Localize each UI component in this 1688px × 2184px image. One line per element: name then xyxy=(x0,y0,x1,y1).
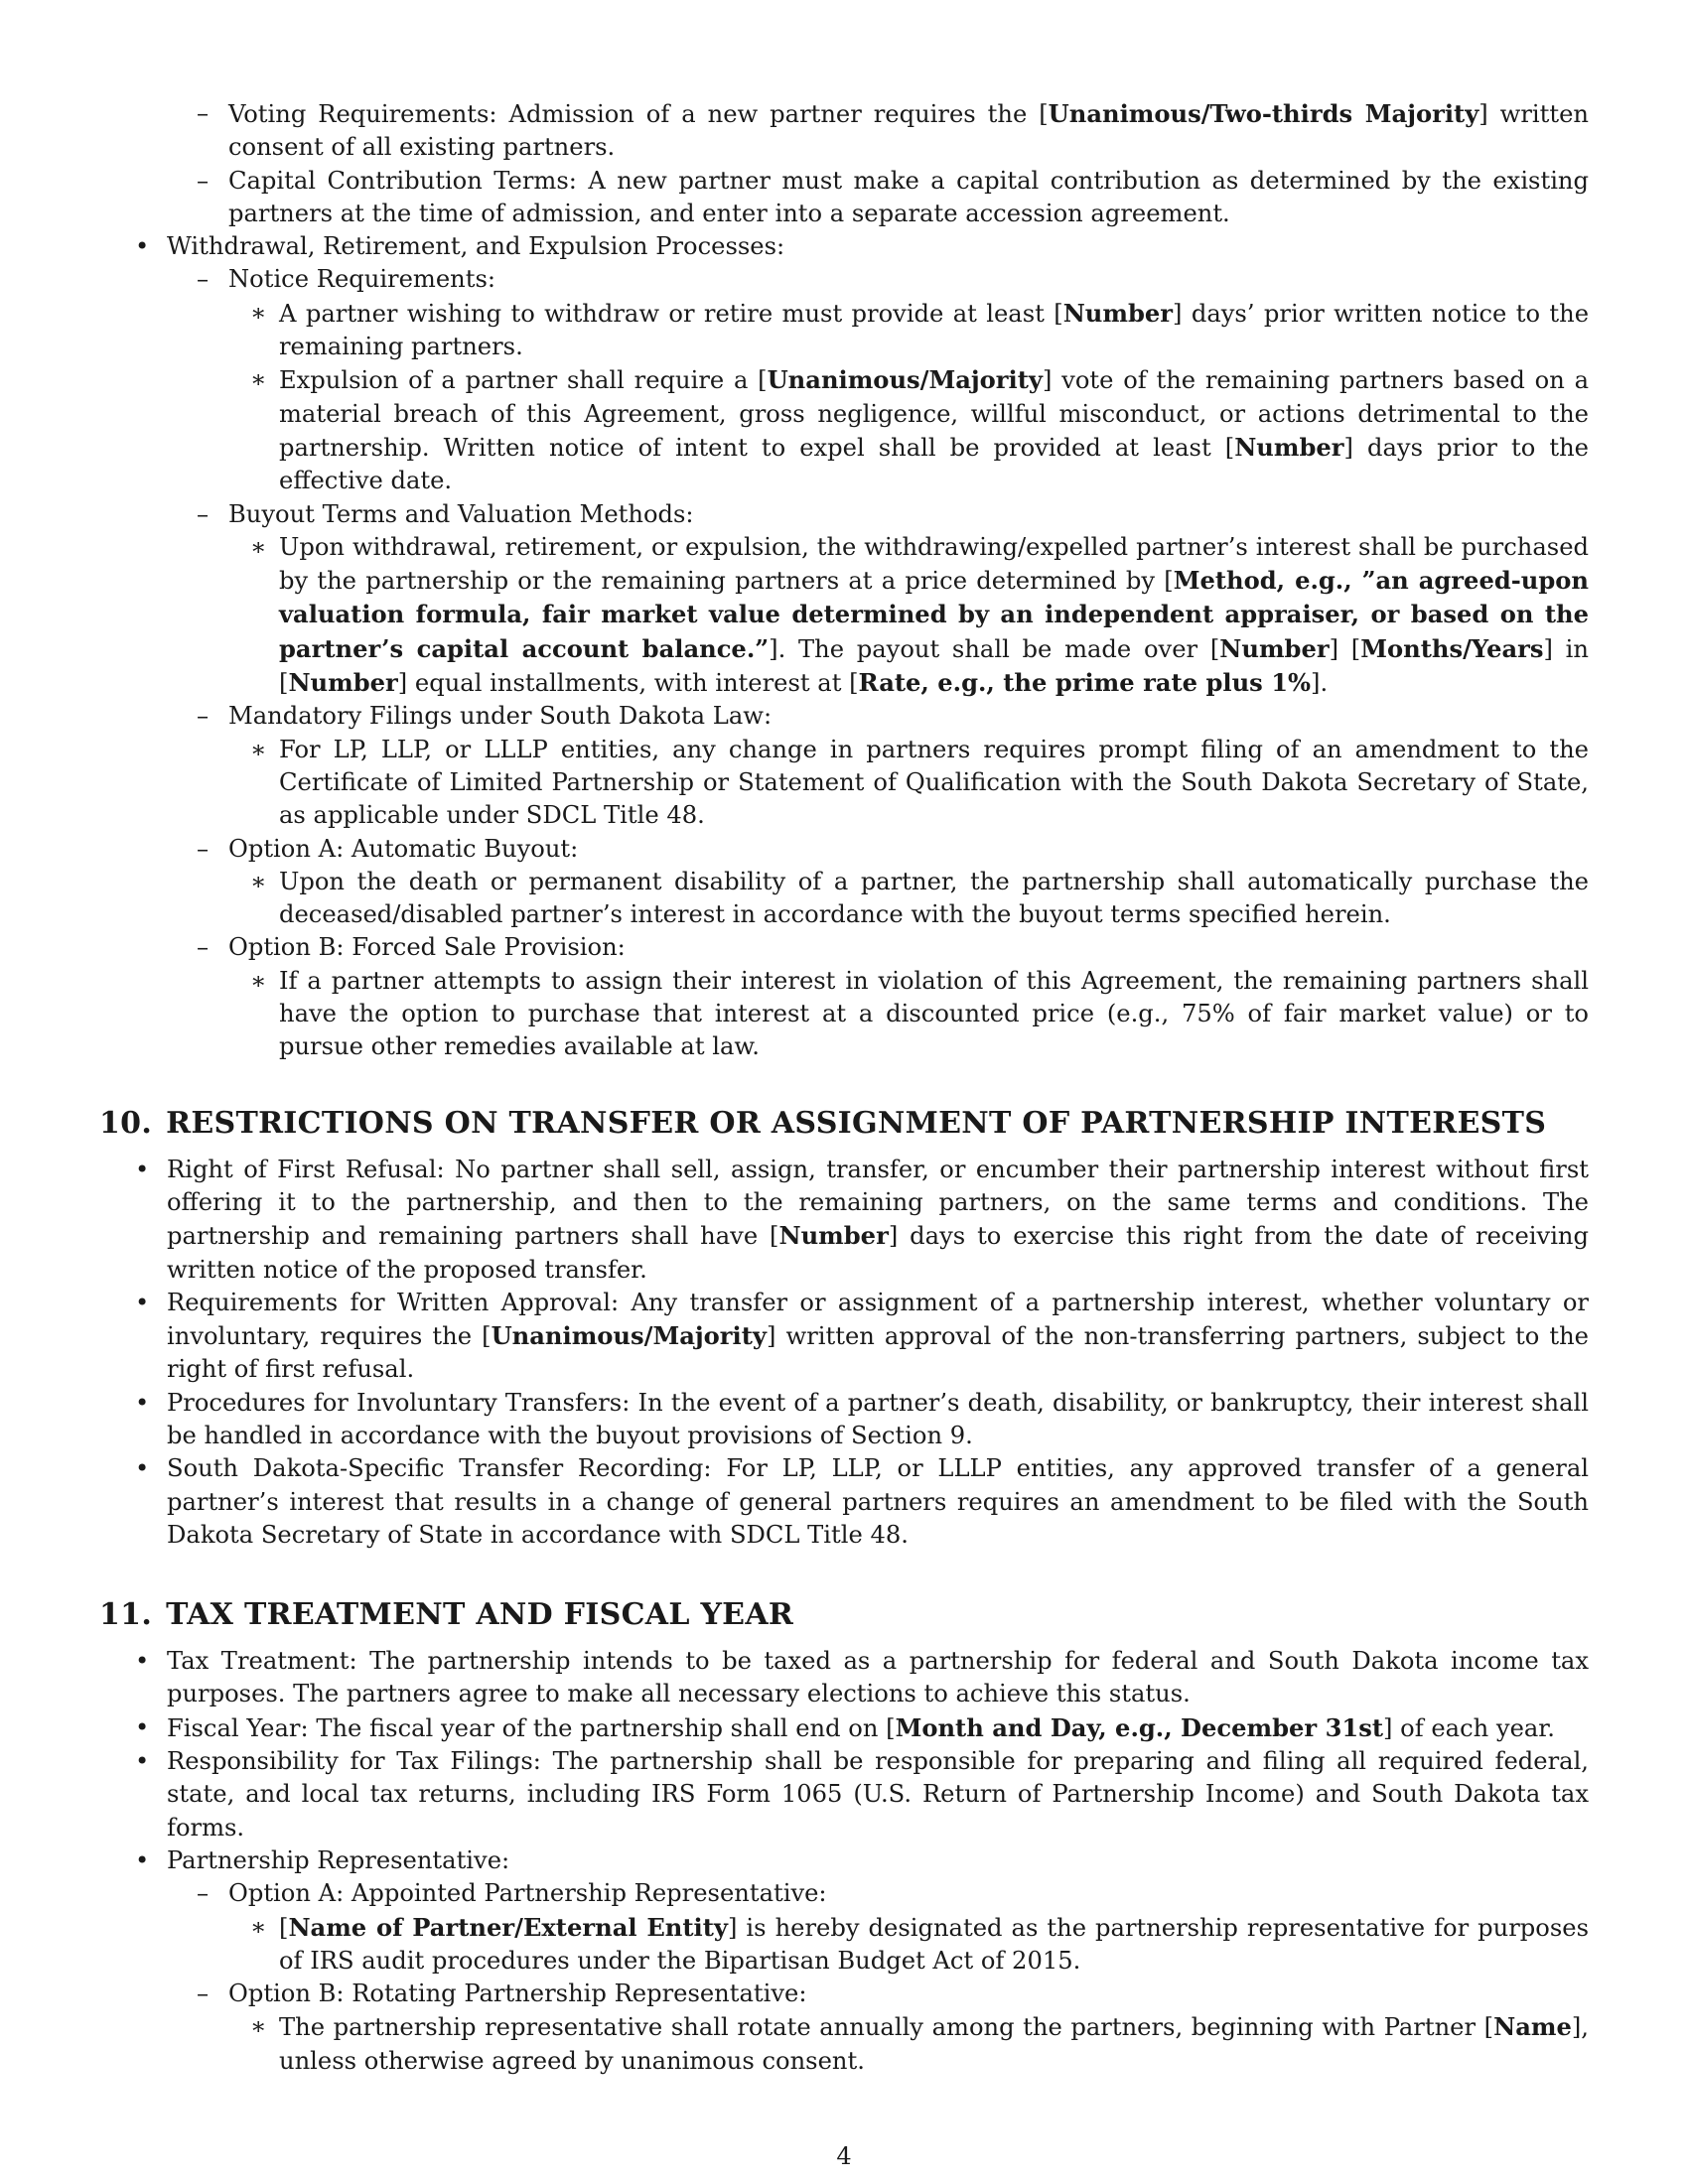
list-item-partnership-representative: • Partnership Representative: xyxy=(99,1844,1589,1877)
dash-marker: – xyxy=(197,499,210,528)
section-title: TAX TREATMENT AND FISCAL YEAR xyxy=(166,1597,794,1633)
dash-marker: – xyxy=(197,1879,210,1908)
placeholder-field: Number xyxy=(288,668,398,698)
list-item-filings-amendment: ∗ For LP, LLP, or LLLP entities, any change in partners requires prompt filing of an amendment to the Certificate of Limited Partnership or Statement of Qualification with the South Dakota Secretary of State, as applicable under SDCL Title 48. xyxy=(250,735,1589,830)
page-number: 4 xyxy=(836,2142,852,2170)
list-item-notice-withdraw: ∗ A partner wishing to withdraw or retire must provide at least [Number] days’ prior written notice to the remaining partners. xyxy=(250,298,1590,361)
list-item-involuntary-transfers: • Procedures for Involuntary Transfers: In the event of a partner’s death, disability, or bankruptcy, their interest shall be handled in accordance with the buyout provisions of Section 9. xyxy=(135,1388,1589,1449)
list-item-right-of-first-refusal: • Right of First Refusal: No partner shall sell, assign, transfer, or encumber their partnership interest without first offering it to the partnership, and then to the remaining partners, on the same terms and conditions. The partnership and remaining partners shall have [Number] days to exercise this right from the date of receiving written notice of the proposed transfer. xyxy=(135,1155,1589,1284)
bullet-marker: • xyxy=(135,1388,150,1417)
placeholder-field: Number xyxy=(1234,432,1344,462)
section-10-list xyxy=(99,1154,1589,1553)
placeholder-field: Number xyxy=(1219,633,1330,663)
section-11-heading xyxy=(99,1597,1589,1633)
placeholder-field: Rate, e.g., the prime rate plus 1% xyxy=(858,668,1312,698)
star-marker: ∗ xyxy=(250,2012,267,2041)
list-item-rep-option-a-text: ∗ [Name of Partner/External Entity] is hereby designated as the partnership representative for purposes of IRS audit procedures under the Bipartisan Budget Act of 2015. xyxy=(250,1912,1589,1975)
bullet-marker: • xyxy=(135,1747,150,1776)
dash-marker: – xyxy=(197,265,210,294)
placeholder-field: Months/Years xyxy=(1360,633,1544,663)
bullet-marker: • xyxy=(135,1454,150,1483)
list-item-written-approval: • Requirements for Written Approval: Any transfer or assignment of a partnership interest, whether voluntary or involuntary, requires the [Unanimous/Majority] written approval of the non-transferring partners, subject to the right of first refusal. xyxy=(135,1288,1589,1384)
list-item-rep-option-a: – Option A: Appointed Partnership Representative: xyxy=(99,1877,1589,1910)
star-marker: ∗ xyxy=(250,298,267,327)
star-marker: ∗ xyxy=(250,867,267,895)
placeholder-field: Unanimous/Majority xyxy=(491,1321,767,1351)
star-marker: ∗ xyxy=(250,735,267,763)
list-item-option-a-automatic-buyout: – Option A: Automatic Buyout: xyxy=(99,833,1589,866)
list-item-tax-filings: • Responsibility for Tax Filings: The partnership shall be responsible for preparing and filing all required federal, state, and local tax returns, including IRS Form 1065 (U.S. Return of Partnership Income) and South Dakota tax forms. xyxy=(135,1747,1589,1842)
bullet-marker: • xyxy=(135,1712,150,1741)
placeholder-field: Number xyxy=(1062,298,1174,328)
star-marker: ∗ xyxy=(250,1912,267,1941)
bullet-marker: • xyxy=(135,1845,150,1874)
document-page xyxy=(99,97,1589,2078)
placeholder-field: Month and Day, e.g., December 31st xyxy=(895,1712,1384,1742)
placeholder-field: Number xyxy=(778,1221,889,1251)
list-item-rep-option-b: – Option B: Rotating Partnership Representative: xyxy=(99,1978,1589,2010)
placeholder-field: Name of Partner/External Entity xyxy=(288,1912,728,1942)
list-item-rep-option-b-text: ∗ The partnership representative shall rotate annually among the partners, beginning with Partner [Name], unless otherwise agreed by unanimous consent. xyxy=(250,2012,1589,2075)
list-item-notice-requirements: – Notice Requirements: xyxy=(99,263,1589,296)
placeholder-field: Method, e.g., ”an agreed-upon valuation formula, fair market value determined by an independent appraiser, or based on the partner’s capital account balance.” xyxy=(279,566,1589,663)
dash-marker: – xyxy=(197,1979,210,2008)
section-number: 11. xyxy=(99,1597,153,1633)
list-item-withdrawal-processes: • Withdrawal, Retirement, and Expulsion Processes: xyxy=(99,230,1589,263)
list-item-tax-treatment: • Tax Treatment: The partnership intends to be taxed as a partnership for federal and South Dakota income tax purposes. The partners agree to make all necessary elections to achieve this status. xyxy=(135,1647,1589,1708)
list-item-option-b-forced-sale: – Option B: Forced Sale Provision: xyxy=(99,931,1589,964)
star-marker: ∗ xyxy=(250,966,267,995)
star-marker: ∗ xyxy=(250,532,267,561)
list-item-buyout-price: ∗ Upon withdrawal, retirement, or expulsion, the withdrawing/expelled partner’s interest shall be purchased by the partnership or the remaining partners at a price determined by [Method, e.g., ”an agreed-upon valuation formula, fair market value determined by an independent appraiser, or based on the partner’s capital account balance.”]. The payout shall be made over [Number] [Months/Years] in [Number] equal installments, with interest at [Rate, e.g., the prime rate plus 1%]. xyxy=(250,532,1589,698)
bullet-marker: • xyxy=(135,1155,150,1183)
section-11-list xyxy=(99,1645,1589,2078)
dash-marker: – xyxy=(197,933,210,962)
section-title: RESTRICTIONS ON TRANSFER OR ASSIGNMENT OF PARTNERSHIP INTERESTS xyxy=(166,1105,1547,1141)
dash-marker: – xyxy=(197,702,210,731)
list-item-transfer-recording: • South Dakota-Specific Transfer Recording: For LP, LLP, or LLLP entities, any approved transfer of a general partner’s interest that results in a change of general partners requires an amendment to be filed with the South Dakota Secretary of State in accordance with SDCL Title 48. xyxy=(135,1454,1589,1549)
bullet-marker: • xyxy=(135,1647,150,1676)
placeholder-field: Unanimous/Majority xyxy=(767,365,1043,395)
dash-marker: – xyxy=(197,834,210,863)
placeholder-field: Unanimous/Two-thirds Majority xyxy=(1048,99,1479,128)
bullet-marker: • xyxy=(135,232,150,261)
list-item-buyout-terms: – Buyout Terms and Valuation Methods: xyxy=(99,498,1589,531)
list-item-forced-sale-text: ∗ If a partner attempts to assign their interest in violation of this Agreement, the remaining partners shall have the option to purchase that interest at a discounted price (e.g., 75% of fair market value) or to pursue other remedies available at law. xyxy=(250,966,1589,1061)
list-item-mandatory-filings: – Mandatory Filings under South Dakota Law: xyxy=(99,700,1589,733)
section-10-heading xyxy=(99,1106,1589,1142)
bullet-marker: • xyxy=(135,1288,150,1316)
list-item-voting-requirements: – Voting Requirements: Admission of a new partner requires the [Unanimous/Two-thirds Majority] written consent of all existing partners. xyxy=(197,99,1589,162)
list-item-capital-contribution: – Capital Contribution Terms: A new partner must make a capital contribution as determined by the existing partners at the time of admission, and enter into a separate accession agreement. xyxy=(197,166,1589,227)
star-marker: ∗ xyxy=(250,365,267,394)
dash-marker: – xyxy=(197,99,210,127)
list-item-fiscal-year: • Fiscal Year: The fiscal year of the partnership shall end on [Month and Day, e.g., December 31st] of each year. xyxy=(99,1711,1589,1745)
carryover-list xyxy=(99,97,1589,1064)
placeholder-field: Name xyxy=(1493,2012,1572,2042)
list-item-notice-expulsion: ∗ Expulsion of a partner shall require a [Unanimous/Majority] vote of the remaining partners based on a material breach of this Agreement, gross negligence, willful misconduct, or actions detrimental to the partnership. Written notice of intent to expel shall be provided at least [Number] days prior to the effective date. xyxy=(250,365,1589,495)
section-number: 10. xyxy=(99,1105,153,1141)
dash-marker: – xyxy=(197,166,210,195)
list-item-automatic-buyout-text: ∗ Upon the death or permanent disability of a partner, the partnership shall automatically purchase the deceased/disabled partner’s interest in accordance with the buyout terms specified herein. xyxy=(250,867,1589,929)
